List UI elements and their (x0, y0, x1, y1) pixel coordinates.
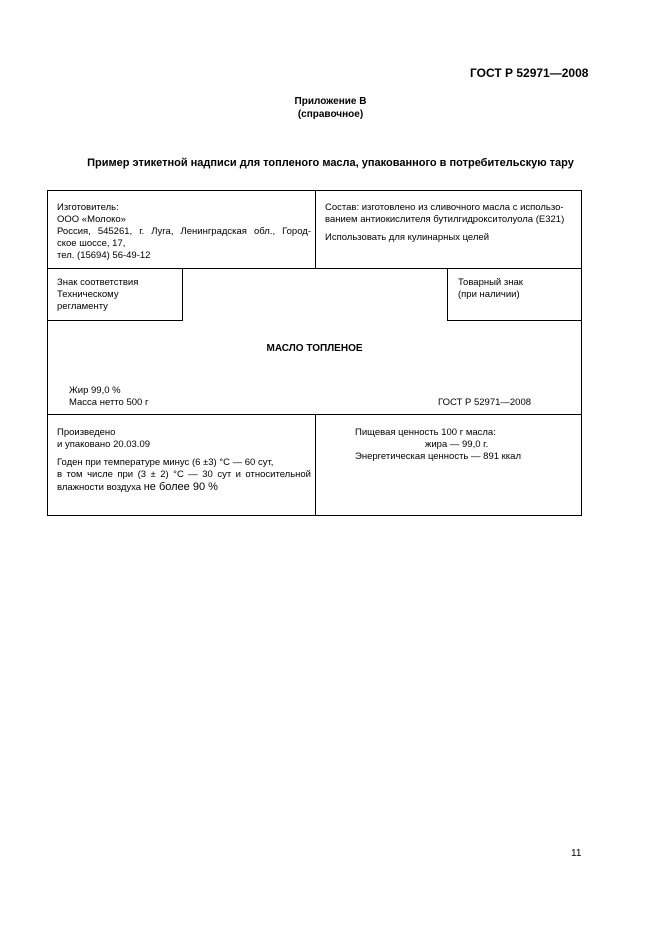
trademark-box-bottom (447, 320, 581, 321)
page-number: 11 (571, 848, 582, 859)
storage-line3 (57, 481, 311, 494)
conformity-line1: Знак соответствия (57, 277, 139, 288)
document-code: ГОСТ Р 52971—2008 (470, 66, 589, 80)
column-divider-top (315, 191, 316, 268)
usage-note: Использовать для кулинарных целей (325, 232, 490, 243)
storage-line3-start: влажности воздуха (57, 482, 144, 493)
appendix-title: Приложение В (294, 96, 367, 107)
conformity-line2: Техническому (57, 289, 119, 300)
trademark-line2: (при наличии) (458, 289, 520, 300)
conformity-line3: регламенту (57, 301, 108, 312)
manufacturer-phone: тел. (15694) 56-49-12 (57, 250, 151, 261)
conformity-box-right (182, 268, 183, 321)
nutrition-block (355, 427, 521, 463)
column-divider-bottom (315, 414, 316, 515)
storage-line2: в том числе при (3 ± 2) °С — 30 сут и относительной (57, 469, 311, 480)
standard-code: ГОСТ Р 52971—2008 (438, 397, 532, 408)
storage-line1: Годен при температуре минус (6 ±3) °С — 60 сут, (57, 457, 274, 468)
conformity-box-bottom (48, 320, 182, 321)
composition-line1: Состав: изготовлено из сливочного масла с использо- (325, 202, 564, 213)
fat-content: Жир 99,0 % (69, 385, 121, 396)
trademark-block (458, 277, 523, 301)
nutrition-fat: жира — 99,0 г. (425, 439, 489, 450)
row-divider-top (48, 268, 581, 269)
page-title: Пример этикетной надписи для топленого масла, упакованного в потребительскую тару (87, 157, 574, 169)
produced-line1: Произведено (57, 427, 116, 438)
production-storage-block (57, 427, 311, 494)
storage-line3-end: не более 90 % (143, 481, 218, 493)
trademark-box-left (447, 268, 448, 321)
composition-block (325, 202, 577, 244)
manufacturer-label: Изготовитель: (57, 202, 119, 213)
produced-line2: и упаковано 20.03.09 (57, 439, 151, 450)
net-mass: Масса нетто 500 г (69, 397, 149, 408)
composition-line2: ванием антиокислителя бутилгидрокситолуола (Е321) (325, 214, 565, 225)
conformity-block (57, 277, 138, 313)
appendix-subtitle: (справочное) (297, 109, 364, 120)
label-example (47, 190, 582, 516)
nutrition-line1: Пищевая ценность 100 г масла: (355, 427, 496, 438)
manufacturer-address-line2: ское шоссе, 17, (57, 238, 126, 249)
nutrition-energy: Энергетическая ценность — 891 ккал (355, 451, 521, 462)
manufacturer-name: ООО «Молоко» (57, 214, 126, 225)
manufacturer-block (57, 202, 311, 262)
trademark-line1: Товарный знак (458, 277, 523, 288)
manufacturer-address-line1: Россия, 545261, г. Луга, Ленинградская обл., Город- (57, 226, 311, 237)
product-name: МАСЛО ТОПЛЕНОЕ (266, 343, 363, 354)
